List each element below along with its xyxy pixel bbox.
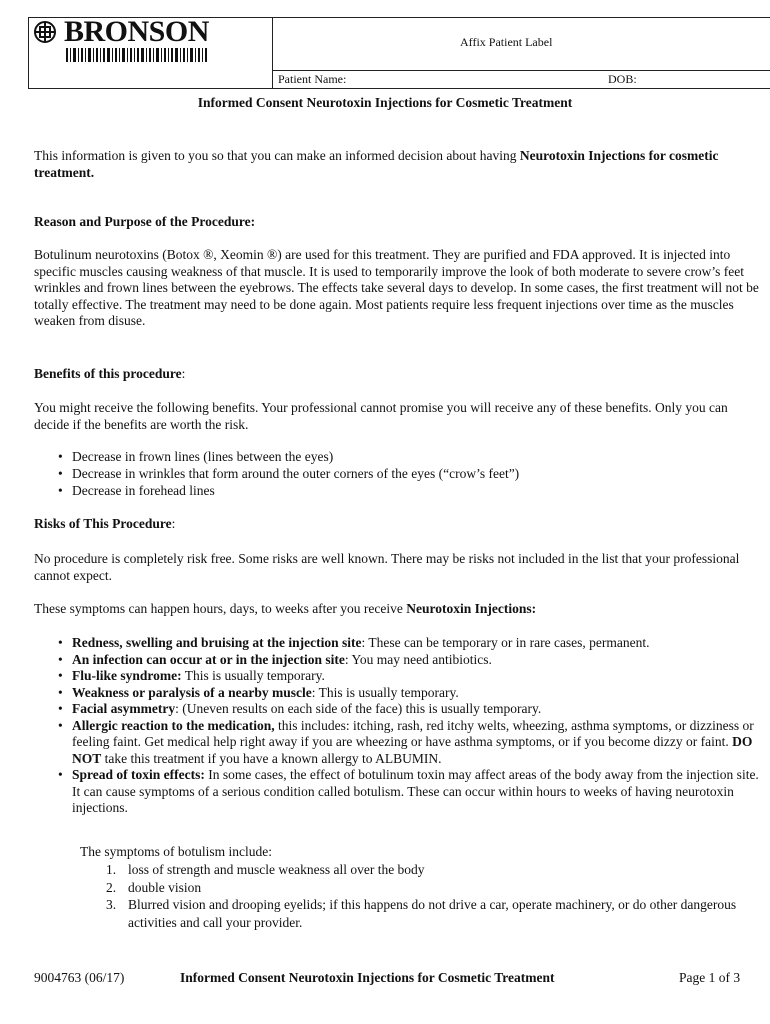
symptoms-lead-bold: Neurotoxin Injections: [406, 601, 537, 616]
bronson-logo-icon [35, 22, 55, 42]
risks-heading [34, 516, 175, 532]
risk-title: Spread of toxin effects: [72, 767, 205, 782]
list-item [34, 685, 759, 702]
list-number: 3. [106, 897, 117, 912]
list-item [34, 718, 759, 768]
list-item [80, 861, 750, 879]
patient-name-label: Patient Name: [278, 72, 347, 86]
risk-text: : These can be temporary or in rare cases, permanent. [361, 635, 650, 650]
risk-warning: DO NOT [72, 734, 753, 766]
risk-title: Flu-like syndrome: [72, 668, 182, 683]
list-item [34, 635, 759, 652]
risks-intro-paragraph: No procedure is completely risk free. Some risks are well known. There may be risks not included in the list that your professional cannot expect. [34, 551, 740, 583]
list-text: double vision [128, 879, 202, 895]
list-number: 2. [106, 879, 117, 895]
list-item [34, 668, 759, 685]
botulism-lead: The symptoms of botulism include: [80, 844, 272, 859]
benefits-heading-colon: : [181, 366, 186, 381]
reason-paragraph: Botulinum neurotoxins (Botox ®, Xeomin ®) are used for this treatment. They are purified and FDA approved. It is injected into specific muscles causing weakness of that muscle. It is used to temporarily improve the look of both moderate to severe crow’s feet wrinkles and frown lines between the eyebrows. The effects take several days to develop. In some cases, the first treatment will not be totally effective. The treatment may need to be done again. Most patients require less frequent injections over time as the muscles weaken from disuse. [34, 247, 759, 328]
symptoms-lead [34, 601, 754, 618]
list-item [34, 767, 759, 817]
risk-text: take this treatment if you have a known allergy to ALBUMIN. [101, 750, 442, 766]
list-item [34, 652, 759, 669]
risk-title: Weakness or paralysis of a nearby muscle [72, 684, 312, 700]
risk-title: Redness, swelling and bruising at the injection site [72, 635, 362, 650]
risks-heading-text: Risks of This Procedure [34, 516, 172, 531]
intro-bold: Neurotoxin Injections for cosmetic treatment. [34, 148, 719, 180]
botulism-list [80, 861, 750, 931]
risks-list [34, 635, 759, 817]
benefits-paragraph: You might receive the following benefits. Your professional cannot promise you will receive any of these benefits. Only you can decide if the benefits are worth the risk. [34, 400, 728, 432]
risk-text: : (Uneven results on each side of the face) this is usually temporary. [175, 701, 542, 716]
intro-text: This information is given to you so that you can make an informed decision about having [34, 148, 520, 163]
benefits-heading [34, 366, 185, 382]
list-item: • Decrease in forehead lines [34, 482, 754, 499]
benefits-list [34, 448, 754, 499]
symptoms-lead-text: These symptoms can happen hours, days, to weeks after you receive [34, 601, 407, 616]
footer-title: Informed Consent Neurotoxin Injections for Cosmetic Treatment [180, 970, 555, 985]
document-title: Informed Consent Neurotoxin Injections for Cosmetic Treatment [197, 95, 573, 110]
risk-title: An infection can occur at or in the injection site [72, 651, 345, 667]
list-item [34, 701, 759, 718]
page-number: Page 1 of 3 [679, 970, 741, 985]
dob-label: DOB: [608, 72, 637, 86]
list-text: Blurred vision and drooping eyelids; if this happens do not drive a car, operate machinery, or do other dangerous activities and call your provider. [128, 897, 737, 930]
list-item [80, 896, 750, 931]
risk-text: : You may need antibiotics. [344, 651, 492, 667]
risk-text: this includes: itching, rash, red itchy welts, wheezing, asthma symptoms, or dizziness or feeling faint. Get medical help right away if you are wheezing or have asthma symptoms, or if you become dizzy or faint. [72, 717, 754, 749]
list-item: • Decrease in wrinkles that form around the outer corners of the eyes (“crow’s feet”) [34, 465, 754, 482]
risk-text: This is usually temporary. [181, 668, 325, 683]
risks-heading-colon: : [171, 516, 176, 531]
list-item: • Decrease in frown lines (lines between the eyes) [34, 448, 754, 465]
header-divider [272, 17, 273, 89]
risk-text: : This is usually temporary. [311, 684, 459, 700]
reason-heading: Reason and Purpose of the Procedure: [34, 214, 256, 229]
benefits-heading-text: Benefits of this procedure [34, 366, 182, 381]
affix-patient-label: Affix Patient Label [460, 35, 553, 49]
list-item [80, 879, 750, 897]
intro-paragraph [34, 148, 754, 181]
list-number: 1. [106, 862, 117, 877]
risk-text: In some cases, the effect of botulinum toxin may affect areas of the body away from the injection site. It can cause symptoms of a serious condition called botulism. These can occur within hours to weeks of having neurotoxin injections. [72, 767, 759, 815]
form-code: 9004763 (06/17) [34, 970, 125, 985]
risk-title: Allergic reaction to the medication, [72, 717, 275, 733]
risk-title: Facial asymmetry [72, 701, 176, 716]
brand-name: BRONSON [64, 15, 209, 48]
header-divider [272, 70, 770, 71]
barcode-icon [66, 48, 207, 62]
list-text: loss of strength and muscle weakness all over the body [128, 862, 425, 877]
